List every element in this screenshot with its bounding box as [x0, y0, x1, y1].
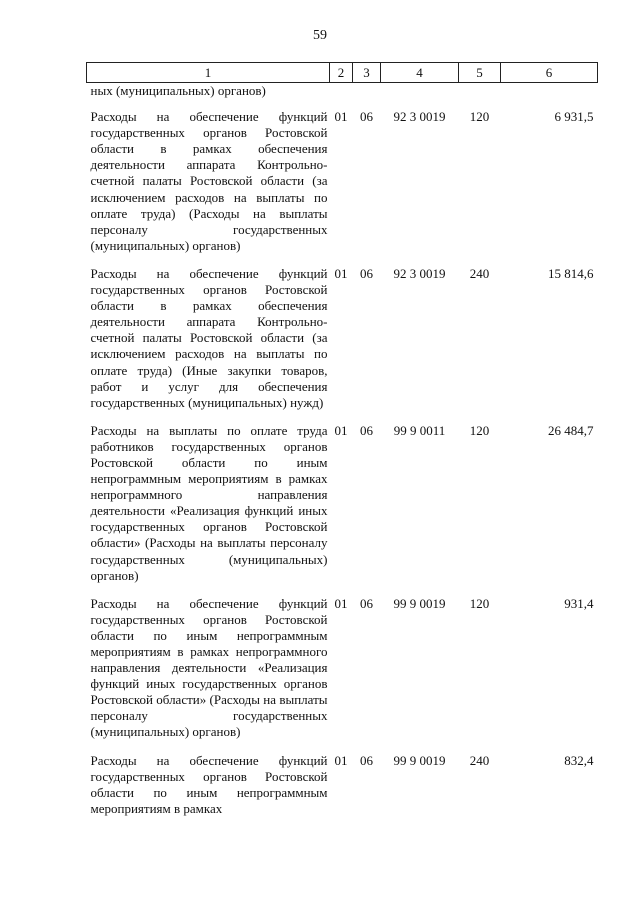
row-amount: 931,4 — [564, 595, 594, 611]
row-description: Расходы на обеспечение функций государственных органов Ростовской области по иным непрограммным мероприятиям в рамках — [90, 752, 328, 816]
row-subsection: 06 — [360, 265, 373, 281]
row-subsection: 06 — [360, 595, 373, 611]
row-description: Расходы на выплаты по оплате труда работников государственных органов Ростовской области по иным непрограммным мероприятиям в рамках непрограммного направления деятельности «Реализация функций иных государственных органов Ростовской области» (Расходы на выплаты персоналу государственных (муниципальных) органов) — [90, 422, 328, 583]
table-body — [87, 83, 598, 829]
row-amount: 6 931,5 — [554, 109, 594, 125]
row-expense-type: 120 — [469, 422, 490, 438]
header-cell-4: 4 — [381, 63, 459, 83]
row-section: 01 — [334, 595, 348, 611]
row-target-code: 92 3 0019 — [393, 265, 446, 281]
row-description: Расходы на обеспечение функций государственных органов Ростовской области по иным непрограммным мероприятиям в рамках непрограммного направления деятельности «Реализация функций иных государственных органов Ростовской области» (Расходы на выплаты персоналу государственных (муниципальных) органов) — [90, 595, 328, 740]
table-row — [87, 109, 598, 266]
row-subsection: 06 — [360, 422, 373, 438]
row-target-code: 99 9 0011 — [393, 422, 446, 438]
row-subsection: 06 — [360, 109, 373, 125]
header-cell-5: 5 — [459, 63, 501, 83]
row-section: 01 — [334, 265, 348, 281]
row-section: 01 — [334, 109, 348, 125]
table-row — [87, 423, 598, 596]
continued-row — [87, 83, 598, 110]
row-description: Расходы на обеспечение функций государственных органов Ростовской области в рамках обеспечения деятельности аппарата Контрольно-счетной палаты Ростовской области (за исключением расходов на выплаты по оплате труда) (Расходы на выплаты персоналу государственных (муниципальных) органов) — [90, 109, 328, 253]
row-target-code: 92 3 0019 — [393, 109, 446, 125]
header-cell-3: 3 — [353, 63, 381, 83]
budget-table — [86, 62, 598, 829]
row-description: Расходы на обеспечение функций государственных органов Ростовской области в рамках обеспечения деятельности аппарата Контрольно-счетной палаты Ростовской области (за исключением расходов на выплаты по оплате труда) (Иные закупки товаров, работ и услуг для обеспечения государственных (муниципальных) нужд) — [90, 265, 328, 410]
header-cell-2: 2 — [330, 63, 353, 83]
row-section: 01 — [334, 422, 348, 438]
row-amount: 26 484,7 — [548, 422, 594, 438]
row-expense-type: 240 — [469, 265, 490, 281]
header-cell-6: 6 — [501, 63, 598, 83]
table-row — [87, 266, 598, 423]
row-target-code: 99 9 0019 — [393, 752, 446, 768]
table-row — [87, 753, 598, 829]
row-section: 01 — [334, 752, 348, 768]
row-expense-type: 120 — [469, 595, 490, 611]
row-amount: 15 814,6 — [548, 265, 594, 281]
page-number: 59 — [313, 28, 327, 43]
row-expense-type: 240 — [469, 752, 490, 768]
row-target-code: 99 9 0019 — [393, 595, 446, 611]
table-header — [87, 63, 598, 83]
row-expense-type: 120 — [469, 109, 490, 125]
header-cell-1: 1 — [87, 63, 330, 83]
table-row — [87, 596, 598, 753]
row-amount: 832,4 — [564, 752, 594, 768]
row-subsection: 06 — [360, 752, 373, 768]
continued-text: ных (муниципальных) органов) — [90, 83, 266, 98]
header-row — [87, 63, 598, 83]
